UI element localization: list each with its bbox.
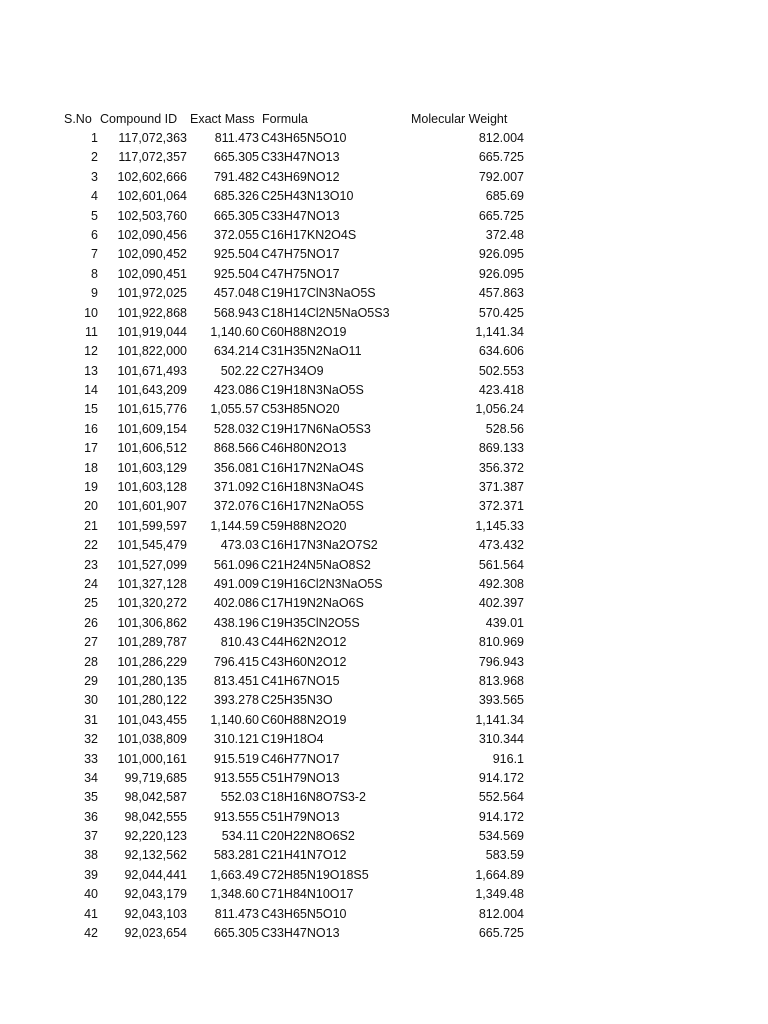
cell-sno: 35 bbox=[84, 790, 98, 805]
table-row bbox=[0, 342, 768, 361]
table-body bbox=[0, 129, 768, 943]
cell-sno: 19 bbox=[84, 480, 98, 495]
cell-compound-id: 117,072,357 bbox=[118, 150, 187, 165]
cell-molecular-weight: 473.432 bbox=[478, 538, 524, 553]
table-row bbox=[0, 905, 768, 924]
cell-sno: 39 bbox=[84, 867, 98, 882]
cell-formula: C46H80N2O13 bbox=[261, 441, 347, 456]
cell-exact-mass: 913.555 bbox=[213, 770, 259, 785]
cell-compound-id: 117,072,363 bbox=[118, 131, 187, 145]
cell-formula: C16H17N3Na2O7S2 bbox=[261, 538, 378, 553]
cell-compound-id: 92,043,103 bbox=[124, 906, 187, 921]
cell-formula: C25H35N3O bbox=[261, 693, 333, 708]
cell-molecular-weight: 393.565 bbox=[478, 693, 524, 708]
cell-sno: 11 bbox=[85, 324, 98, 339]
cell-formula: C33H47NO13 bbox=[261, 926, 340, 941]
table-row bbox=[0, 459, 768, 478]
cell-compound-id: 101,606,512 bbox=[117, 441, 187, 456]
header-sno: S.No bbox=[64, 112, 92, 126]
cell-molecular-weight: 372.48 bbox=[485, 227, 524, 242]
cell-molecular-weight: 1,056.24 bbox=[475, 402, 524, 417]
cell-compound-id: 102,601,064 bbox=[117, 189, 187, 204]
cell-exact-mass: 473.03 bbox=[220, 538, 259, 553]
cell-sno: 18 bbox=[84, 460, 98, 475]
cell-molecular-weight: 570.425 bbox=[478, 305, 524, 320]
cell-compound-id: 101,922,868 bbox=[117, 305, 187, 320]
cell-compound-id: 101,038,809 bbox=[117, 732, 187, 747]
cell-sno: 30 bbox=[84, 693, 98, 708]
cell-formula: C59H88N2O20 bbox=[261, 518, 347, 533]
cell-sno: 29 bbox=[84, 673, 98, 688]
table-row bbox=[0, 478, 768, 497]
cell-compound-id: 101,289,787 bbox=[117, 635, 187, 650]
cell-sno: 20 bbox=[84, 499, 98, 514]
cell-molecular-weight: 423.418 bbox=[478, 383, 524, 398]
cell-exact-mass: 568.943 bbox=[213, 305, 259, 320]
cell-exact-mass: 583.281 bbox=[213, 848, 259, 863]
cell-molecular-weight: 665.725 bbox=[478, 150, 524, 165]
header-formula: Formula bbox=[262, 112, 308, 126]
cell-formula: C41H67NO15 bbox=[261, 673, 340, 688]
table-row bbox=[0, 808, 768, 827]
table-row bbox=[0, 846, 768, 865]
cell-formula: C33H47NO13 bbox=[261, 208, 340, 223]
cell-formula: C21H41N7O12 bbox=[261, 848, 347, 863]
cell-exact-mass: 372.055 bbox=[213, 227, 259, 242]
cell-exact-mass: 811.473 bbox=[214, 131, 259, 145]
cell-sno: 3 bbox=[91, 169, 98, 184]
cell-formula: C51H79NO13 bbox=[261, 809, 340, 824]
cell-formula: C19H17N6NaO5S3 bbox=[261, 421, 371, 436]
cell-compound-id: 101,919,044 bbox=[117, 324, 187, 339]
cell-exact-mass: 371.092 bbox=[213, 480, 259, 495]
cell-sno: 36 bbox=[84, 809, 98, 824]
cell-molecular-weight: 634.606 bbox=[478, 344, 524, 359]
cell-molecular-weight: 1,141.34 bbox=[475, 712, 524, 727]
cell-compound-id: 98,042,587 bbox=[124, 790, 187, 805]
cell-exact-mass: 528.032 bbox=[213, 421, 259, 436]
table-row bbox=[0, 556, 768, 575]
cell-exact-mass: 868.566 bbox=[213, 441, 259, 456]
cell-sno: 10 bbox=[84, 305, 98, 320]
cell-sno: 7 bbox=[91, 247, 98, 262]
cell-sno: 15 bbox=[84, 402, 98, 417]
cell-exact-mass: 811.473 bbox=[214, 906, 259, 921]
cell-formula: C72H85N19O18S5 bbox=[261, 867, 369, 882]
cell-sno: 34 bbox=[84, 770, 98, 785]
table-row bbox=[0, 827, 768, 846]
cell-molecular-weight: 812.004 bbox=[478, 906, 524, 921]
cell-exact-mass: 685.326 bbox=[213, 189, 259, 204]
cell-molecular-weight: 561.564 bbox=[478, 557, 524, 572]
cell-sno: 27 bbox=[84, 635, 98, 650]
table-row bbox=[0, 730, 768, 749]
table-row bbox=[0, 866, 768, 885]
table-row bbox=[0, 594, 768, 613]
cell-compound-id: 101,280,135 bbox=[117, 673, 187, 688]
cell-compound-id: 102,090,451 bbox=[117, 266, 187, 281]
cell-sno: 40 bbox=[84, 887, 98, 902]
cell-exact-mass: 561.096 bbox=[213, 557, 259, 572]
cell-formula: C19H18N3NaO5S bbox=[261, 383, 364, 398]
cell-compound-id: 92,043,179 bbox=[124, 887, 187, 902]
cell-exact-mass: 1,055.57 bbox=[210, 402, 259, 417]
cell-exact-mass: 372.076 bbox=[213, 499, 259, 514]
cell-exact-mass: 310.121 bbox=[213, 732, 259, 747]
cell-sno: 17 bbox=[84, 441, 98, 456]
cell-exact-mass: 1,140.60 bbox=[210, 324, 259, 339]
cell-sno: 21 bbox=[84, 518, 98, 533]
cell-compound-id: 101,000,161 bbox=[117, 751, 187, 766]
cell-compound-id: 101,643,209 bbox=[117, 383, 187, 398]
cell-exact-mass: 356.081 bbox=[213, 460, 259, 475]
cell-formula: C33H47NO13 bbox=[261, 150, 340, 165]
cell-molecular-weight: 914.172 bbox=[478, 809, 524, 824]
cell-formula: C43H60N2O12 bbox=[261, 654, 347, 669]
cell-exact-mass: 1,663.49 bbox=[210, 867, 259, 882]
cell-molecular-weight: 439.01 bbox=[485, 615, 524, 630]
table-row bbox=[0, 245, 768, 264]
cell-exact-mass: 796.415 bbox=[213, 654, 259, 669]
cell-compound-id: 101,972,025 bbox=[117, 286, 187, 301]
cell-molecular-weight: 665.725 bbox=[478, 208, 524, 223]
cell-molecular-weight: 552.564 bbox=[478, 790, 524, 805]
cell-sno: 37 bbox=[84, 829, 98, 844]
cell-compound-id: 101,286,229 bbox=[117, 654, 187, 669]
table-row bbox=[0, 517, 768, 536]
table-header-row bbox=[0, 110, 768, 129]
cell-compound-id: 99,719,685 bbox=[124, 770, 187, 785]
table-row bbox=[0, 226, 768, 245]
cell-molecular-weight: 372.371 bbox=[478, 499, 524, 514]
cell-sno: 42 bbox=[84, 926, 98, 941]
table-row bbox=[0, 400, 768, 419]
cell-exact-mass: 534.11 bbox=[221, 829, 259, 844]
cell-compound-id: 102,090,452 bbox=[117, 247, 187, 262]
cell-exact-mass: 402.086 bbox=[213, 596, 259, 611]
cell-formula: C19H35ClN2O5S bbox=[261, 615, 360, 630]
cell-compound-id: 101,043,455 bbox=[117, 712, 187, 727]
cell-molecular-weight: 813.968 bbox=[478, 673, 524, 688]
cell-formula: C44H62N2O12 bbox=[261, 635, 347, 650]
cell-molecular-weight: 926.095 bbox=[478, 266, 524, 281]
table-row bbox=[0, 148, 768, 167]
cell-molecular-weight: 492.308 bbox=[478, 576, 524, 591]
cell-exact-mass: 925.504 bbox=[213, 247, 259, 262]
cell-sno: 32 bbox=[84, 732, 98, 747]
cell-formula: C31H35N2NaO11 bbox=[261, 344, 362, 359]
cell-compound-id: 102,503,760 bbox=[117, 208, 187, 223]
compound-table bbox=[0, 110, 768, 943]
cell-exact-mass: 1,140.60 bbox=[210, 712, 259, 727]
cell-molecular-weight: 796.943 bbox=[478, 654, 524, 669]
cell-exact-mass: 665.305 bbox=[213, 208, 259, 223]
cell-formula: C18H16N8O7S3-2 bbox=[261, 790, 366, 805]
header-compound-id: Compound ID bbox=[100, 112, 178, 126]
cell-formula: C19H18O4 bbox=[261, 732, 324, 747]
cell-formula: C43H65N5O10 bbox=[261, 131, 347, 145]
table-row bbox=[0, 265, 768, 284]
cell-formula: C21H24N5NaO8S2 bbox=[261, 557, 371, 572]
cell-sno: 33 bbox=[84, 751, 98, 766]
table-row bbox=[0, 420, 768, 439]
table-row bbox=[0, 323, 768, 342]
cell-molecular-weight: 1,145.33 bbox=[475, 518, 524, 533]
cell-exact-mass: 915.519 bbox=[213, 751, 259, 766]
cell-compound-id: 101,280,122 bbox=[117, 693, 187, 708]
cell-molecular-weight: 665.725 bbox=[478, 926, 524, 941]
cell-compound-id: 101,603,128 bbox=[117, 480, 187, 495]
table-row bbox=[0, 536, 768, 555]
cell-exact-mass: 810.43 bbox=[220, 635, 259, 650]
cell-molecular-weight: 371.387 bbox=[478, 480, 524, 495]
cell-sno: 22 bbox=[84, 538, 98, 553]
cell-formula: C51H79NO13 bbox=[261, 770, 340, 785]
cell-sno: 38 bbox=[84, 848, 98, 863]
cell-molecular-weight: 534.569 bbox=[478, 829, 524, 844]
cell-molecular-weight: 583.59 bbox=[485, 848, 524, 863]
cell-sno: 28 bbox=[84, 654, 98, 669]
cell-exact-mass: 1,144.59 bbox=[210, 518, 259, 533]
cell-molecular-weight: 1,141.34 bbox=[475, 324, 524, 339]
cell-formula: C43H65N5O10 bbox=[261, 906, 347, 921]
table-row bbox=[0, 885, 768, 904]
cell-compound-id: 101,320,272 bbox=[117, 596, 187, 611]
cell-exact-mass: 552.03 bbox=[220, 790, 259, 805]
cell-molecular-weight: 528.56 bbox=[485, 421, 524, 436]
table-row bbox=[0, 439, 768, 458]
cell-molecular-weight: 810.969 bbox=[478, 635, 524, 650]
cell-sno: 6 bbox=[91, 227, 98, 242]
cell-compound-id: 101,671,493 bbox=[117, 363, 187, 378]
table-row bbox=[0, 653, 768, 672]
cell-formula: C27H34O9 bbox=[261, 363, 324, 378]
cell-formula: C46H77NO17 bbox=[261, 751, 340, 766]
cell-sno: 12 bbox=[84, 344, 98, 359]
table-row bbox=[0, 381, 768, 400]
cell-sno: 1 bbox=[91, 131, 98, 145]
table-row bbox=[0, 187, 768, 206]
table-row bbox=[0, 769, 768, 788]
table-row bbox=[0, 168, 768, 187]
cell-compound-id: 101,609,154 bbox=[117, 421, 187, 436]
cell-formula: C71H84N10O17 bbox=[261, 887, 354, 902]
cell-exact-mass: 502.22 bbox=[220, 363, 259, 378]
cell-sno: 41 bbox=[84, 906, 98, 921]
cell-compound-id: 101,327,128 bbox=[117, 576, 187, 591]
cell-sno: 4 bbox=[91, 189, 98, 204]
cell-sno: 31 bbox=[84, 712, 98, 727]
cell-compound-id: 101,527,099 bbox=[117, 557, 187, 572]
cell-formula: C47H75NO17 bbox=[261, 247, 340, 262]
cell-formula: C60H88N2O19 bbox=[261, 712, 347, 727]
cell-formula: C17H19N2NaO6S bbox=[261, 596, 364, 611]
cell-molecular-weight: 1,664.89 bbox=[475, 867, 524, 882]
cell-formula: C53H85NO20 bbox=[261, 402, 340, 417]
table-row bbox=[0, 129, 768, 148]
cell-exact-mass: 665.305 bbox=[213, 926, 259, 941]
table-row bbox=[0, 750, 768, 769]
cell-formula: C16H18N3NaO4S bbox=[261, 480, 364, 495]
cell-formula: C47H75NO17 bbox=[261, 266, 340, 281]
header-molecular-weight: Molecular Weight bbox=[411, 112, 508, 126]
cell-compound-id: 101,615,776 bbox=[117, 402, 187, 417]
table-row bbox=[0, 207, 768, 226]
cell-exact-mass: 791.482 bbox=[213, 169, 259, 184]
cell-formula: C20H22N8O6S2 bbox=[261, 829, 355, 844]
cell-formula: C16H17N2NaO5S bbox=[261, 499, 364, 514]
cell-compound-id: 92,023,654 bbox=[124, 926, 187, 941]
table-row bbox=[0, 304, 768, 323]
cell-formula: C18H14Cl2N5NaO5S3 bbox=[261, 305, 390, 320]
table-row bbox=[0, 284, 768, 303]
cell-molecular-weight: 502.553 bbox=[478, 363, 524, 378]
cell-molecular-weight: 457.863 bbox=[478, 286, 524, 301]
cell-molecular-weight: 926.095 bbox=[478, 247, 524, 262]
cell-exact-mass: 665.305 bbox=[213, 150, 259, 165]
cell-compound-id: 92,220,123 bbox=[124, 829, 187, 844]
cell-formula: C43H69NO12 bbox=[261, 169, 340, 184]
cell-sno: 25 bbox=[84, 596, 98, 611]
cell-exact-mass: 393.278 bbox=[213, 693, 259, 708]
cell-molecular-weight: 916.1 bbox=[492, 751, 524, 766]
cell-exact-mass: 925.504 bbox=[213, 266, 259, 281]
cell-molecular-weight: 685.69 bbox=[485, 189, 524, 204]
cell-formula: C16H17KN2O4S bbox=[261, 227, 357, 242]
cell-compound-id: 101,599,597 bbox=[117, 518, 187, 533]
table-row bbox=[0, 672, 768, 691]
cell-compound-id: 101,306,862 bbox=[117, 615, 187, 630]
cell-sno: 23 bbox=[84, 557, 98, 572]
cell-formula: C16H17N2NaO4S bbox=[261, 460, 364, 475]
cell-compound-id: 98,042,555 bbox=[124, 809, 187, 824]
cell-sno: 16 bbox=[84, 421, 98, 436]
table-row bbox=[0, 575, 768, 594]
table-row bbox=[0, 633, 768, 652]
cell-formula: C60H88N2O19 bbox=[261, 324, 347, 339]
cell-exact-mass: 913.555 bbox=[213, 809, 259, 824]
cell-exact-mass: 423.086 bbox=[213, 383, 259, 398]
cell-exact-mass: 491.009 bbox=[213, 576, 259, 591]
cell-sno: 26 bbox=[84, 615, 98, 630]
cell-compound-id: 92,044,441 bbox=[124, 867, 187, 882]
cell-compound-id: 102,090,456 bbox=[117, 227, 187, 242]
cell-compound-id: 101,603,129 bbox=[117, 460, 187, 475]
cell-sno: 8 bbox=[91, 266, 98, 281]
cell-compound-id: 101,601,907 bbox=[117, 499, 187, 514]
cell-exact-mass: 438.196 bbox=[213, 615, 259, 630]
cell-molecular-weight: 914.172 bbox=[478, 770, 524, 785]
cell-molecular-weight: 869.133 bbox=[478, 441, 524, 456]
cell-formula: C19H17ClN3NaO5S bbox=[261, 286, 376, 301]
cell-exact-mass: 1,348.60 bbox=[210, 887, 259, 902]
cell-molecular-weight: 812.004 bbox=[478, 131, 524, 145]
table-row bbox=[0, 788, 768, 807]
header-exact-mass: Exact Mass bbox=[190, 112, 255, 126]
cell-exact-mass: 634.214 bbox=[213, 344, 259, 359]
cell-sno: 14 bbox=[84, 383, 98, 398]
table-row bbox=[0, 924, 768, 943]
table-row bbox=[0, 711, 768, 730]
cell-sno: 13 bbox=[84, 363, 98, 378]
cell-sno: 2 bbox=[91, 150, 98, 165]
cell-molecular-weight: 356.372 bbox=[478, 460, 524, 475]
cell-molecular-weight: 310.344 bbox=[478, 732, 524, 747]
cell-compound-id: 101,545,479 bbox=[117, 538, 187, 553]
table-row bbox=[0, 614, 768, 633]
cell-compound-id: 101,822,000 bbox=[117, 344, 187, 359]
table-row bbox=[0, 497, 768, 516]
cell-sno: 9 bbox=[91, 286, 98, 301]
cell-exact-mass: 457.048 bbox=[213, 286, 259, 301]
cell-molecular-weight: 792.007 bbox=[478, 169, 524, 184]
table-row bbox=[0, 362, 768, 381]
cell-molecular-weight: 1,349.48 bbox=[475, 887, 524, 902]
cell-formula: C25H43N13O10 bbox=[261, 189, 354, 204]
table-row bbox=[0, 691, 768, 710]
cell-molecular-weight: 402.397 bbox=[478, 596, 524, 611]
cell-sno: 24 bbox=[84, 576, 98, 591]
cell-compound-id: 92,132,562 bbox=[124, 848, 187, 863]
cell-exact-mass: 813.451 bbox=[213, 673, 259, 688]
cell-sno: 5 bbox=[91, 208, 98, 223]
cell-formula: C19H16Cl2N3NaO5S bbox=[261, 576, 383, 591]
cell-compound-id: 102,602,666 bbox=[117, 169, 187, 184]
